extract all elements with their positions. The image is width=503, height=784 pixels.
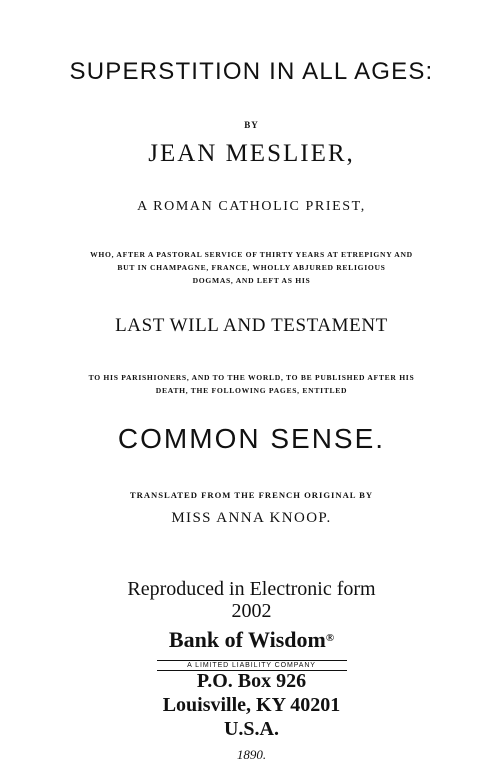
author-name: JEAN MESLIER, — [148, 140, 355, 167]
author-description: A ROMAN CATHOLIC PRIEST, — [137, 199, 366, 214]
publisher-logo — [0, 627, 503, 669]
biography-line: BUT IN CHAMPAGNE, FRANCE, WHOLLY ABJURED RELIGIOUS — [117, 263, 386, 272]
biography-line: DOGMAS, AND LEFT AS HIS — [192, 276, 311, 285]
registered-mark: ® — [325, 632, 335, 644]
main-title: SUPERSTITION IN ALL AGES: — [69, 58, 434, 85]
book-title: COMMON SENSE. — [117, 423, 386, 454]
will-title: LAST WILL AND TESTAMENT — [115, 315, 388, 336]
dedication-line: TO HIS PARISHIONERS, AND TO THE WORLD, TO BE PUBLISHED AFTER HIS — [88, 373, 415, 382]
biography-line: WHO, AFTER A PASTORAL SERVICE OF THIRTY YEARS AT ETREPIGNY AND — [90, 250, 413, 259]
publication-year: 1890. — [236, 747, 267, 762]
reproduction-notice: Reproduced in Electronic form — [127, 578, 376, 600]
address-line: U.S.A. — [223, 718, 279, 740]
publisher-name-text: Bank of Wisdom — [168, 627, 326, 652]
publisher-name — [169, 628, 334, 652]
publisher-subtitle: A LIMITED LIABILITY COMPANY — [157, 660, 347, 671]
reproduction-year: 2002 — [231, 600, 272, 622]
address-line: P.O. Box 926 — [196, 670, 307, 692]
dedication-line: DEATH, THE FOLLOWING PAGES, ENTITLED — [155, 386, 348, 395]
by-label: BY — [244, 120, 259, 130]
translator-name: MISS ANNA KNOOP. — [171, 510, 332, 526]
translated-line: TRANSLATED FROM THE FRENCH ORIGINAL BY — [129, 490, 374, 500]
address-line: Louisville, KY 40201 — [162, 694, 341, 716]
